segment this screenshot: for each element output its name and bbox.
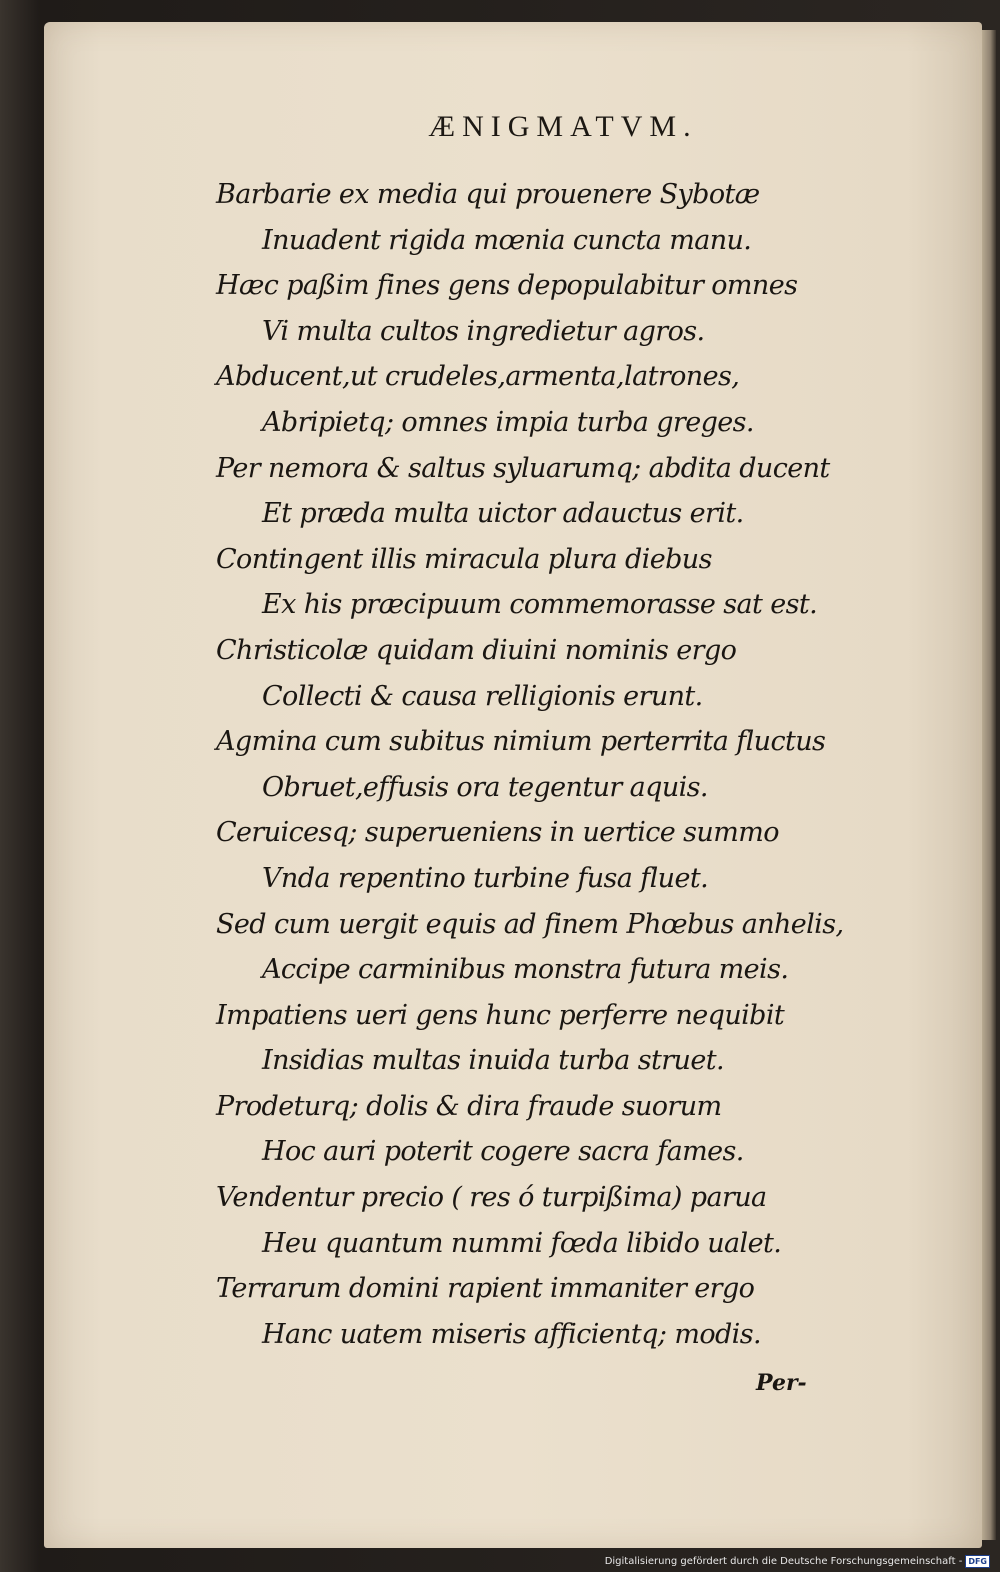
poem-text <box>216 172 936 1357</box>
verse-line: Sed cum uergit equis ad finem Phœbus anhelis, <box>216 908 844 940</box>
verse-line: Insidias multas inuida turba struet. <box>262 1045 724 1077</box>
credit-text: Digitalisierung gefördert durch die Deutsche Forschungsgemeinschaft - <box>604 1556 963 1567</box>
verse-line: Christicolæ quidam diuini nominis ergo <box>216 634 737 666</box>
verse-line: Vnda repentino turbine fusa fluet. <box>262 862 709 894</box>
digitization-credit <box>605 1555 990 1568</box>
verse-line: Contingent illis miracula plura diebus <box>216 543 712 575</box>
verse-line: Barbarie ex media qui prouenere Sybotæ <box>216 179 760 210</box>
verse-line: Hæc paßim fines gens depopulabitur omnes <box>216 270 798 302</box>
book-edge <box>982 30 996 1540</box>
catchword: Per- <box>756 1370 807 1396</box>
verse-line: Terrarum domini rapient immaniter ergo <box>216 1273 755 1305</box>
page-header: ÆNIGMATVM. <box>428 110 698 143</box>
verse-line: Abducent,ut crudeles,armenta,latrones, <box>216 361 740 393</box>
verse-line: Abripietq; omnes impia turba greges. <box>262 406 754 438</box>
verse-line: Inuadent rigida mœnia cuncta manu. <box>262 224 752 256</box>
verse-line: Vi multa cultos ingredietur agros. <box>262 315 705 347</box>
book-page <box>44 22 982 1548</box>
verse-line: Ceruicesq; superueniens in uertice summo <box>216 817 779 849</box>
verse-line: Impatiens ueri gens hunc perferre nequibit <box>216 999 785 1031</box>
verse-line: Per nemora & saltus syluarumq; abdita ducent <box>216 452 830 484</box>
verse-line: Ex his præcipuum commemorasse sat est. <box>262 589 818 621</box>
verse-line: Accipe carminibus monstra futura meis. <box>262 954 789 986</box>
dfg-logo-icon: DFG <box>965 1555 990 1568</box>
verse-line: Agmina cum subitus nimium perterrita fluctus <box>216 726 826 758</box>
verse-line: Hoc auri poterit cogere sacra fames. <box>262 1136 744 1168</box>
verse-line: Obruet,effusis ora tegentur aquis. <box>262 771 708 803</box>
verse-line: Heu quantum nummi fœda libido ualet. <box>262 1227 782 1259</box>
verse-line: Collecti & causa relligionis erunt. <box>262 680 703 712</box>
verse-line: Vendentur precio ( res ó turpißima) parua <box>216 1182 767 1214</box>
verse-line: Hanc uatem miseris afficientq; modis. <box>262 1318 761 1350</box>
verse-line: Et præda multa uictor adauctus erit. <box>262 498 744 530</box>
verse-line: Prodeturq; dolis & dira fraude suorum <box>216 1090 722 1122</box>
